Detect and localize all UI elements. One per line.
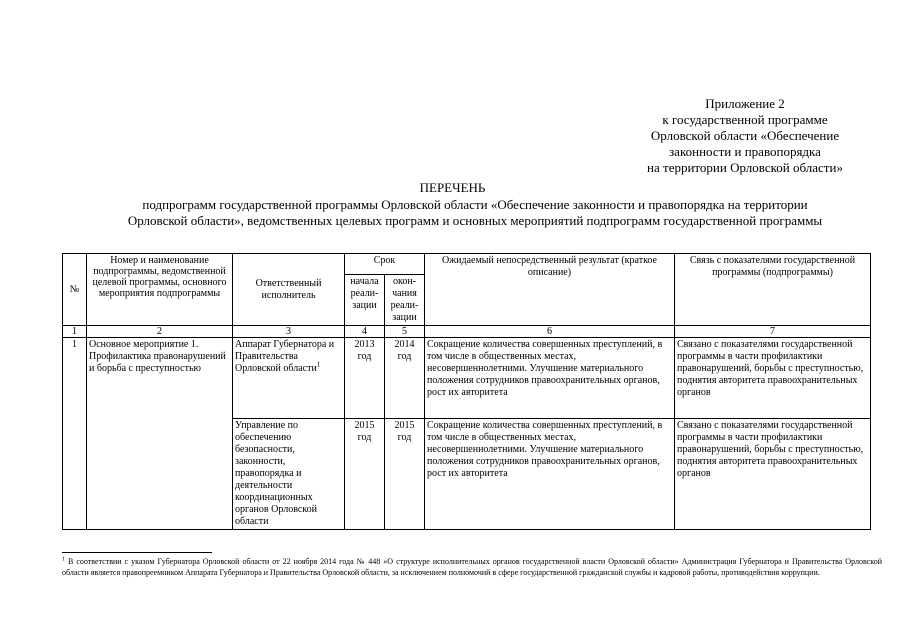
footnote-number: 1 [62,556,65,563]
row-start: 2013 год [345,338,385,419]
row-result: Сокращение количества совершенных преступлений, в том числе в общественных местах, несовершеннолетними. Улучшение материального положения сотрудников правоохранительных органов, рост их авторитета [425,419,675,530]
programs-table [62,253,871,530]
subtitle-line-2: Орловской области», ведомственных целевых программ и основных мероприятий подпрограмм государственной программы [127,213,823,228]
header-link: Связь с показателями государственной программы (подпрограммы) [675,254,871,326]
row-executor: Управление по обеспечению безопасности, законности, правопорядка и деятельности координационных органов Орловской области [233,419,345,530]
row-result: Сокращение количества совершенных преступлений, в том числе в общественных местах, несовершеннолетними. Улучшение материального положения сотрудников правоохранительных органов, рост их авторитета [425,338,675,419]
footnote-divider [62,552,212,553]
col-number-7: 7 [675,326,871,338]
header-term: Срок [345,254,425,275]
row-num: 1 [63,338,87,530]
document-title: ПЕРЕЧЕНЬ [419,180,486,195]
executor-text: Аппарат Губернатора и Правительства Орловской области [235,339,335,374]
header-num: № [63,254,87,326]
appendix-header [620,96,870,176]
row-end: 2015 год [385,419,425,530]
footnote [62,556,882,578]
col-number-3: 3 [233,326,345,338]
row-end: 2014 год [385,338,425,419]
row-start: 2015 год [345,419,385,530]
row-name: Основное мероприятие 1. Профилактика правонарушений и борьба с преступностью [87,338,233,530]
header-executor: Ответственный исполнитель [233,254,345,326]
col-number-1: 1 [63,326,87,338]
header-start: начала реали-зации [345,275,385,326]
col-number-6: 6 [425,326,675,338]
appendix-line-1: Приложение 2 [705,96,785,111]
footnote-mark: 1 [316,360,321,369]
appendix-line-3: Орловской области «Обеспечение [650,128,840,143]
col-number-5: 5 [385,326,425,338]
row-link: Связано с показателями государственной программы в части профилактики правонарушений, борьбы с преступностью, поднятия авторитета правоохранительных органов [675,338,871,419]
row-link: Связано с показателями государственной программы в части профилактики правонарушений, борьбы с преступностью, поднятия авторитета правоохранительных органов [675,419,871,530]
table-row [63,338,871,419]
document-subtitle [70,197,880,229]
header-result: Ожидаемый непосредственный результат (краткое описание) [425,254,675,326]
appendix-line-2: к государственной программе [662,112,828,127]
row-executor [233,338,345,419]
header-row-1 [63,254,871,275]
footnote-text: В соответствии с указом Губернатора Орловской области от 22 ноября 2014 года № 448 «О структуре исполнительных органов государственной власти Орловской области» Администрация Губернатора и Правительства Орловской области является правопреемником Аппарата Губернатора и Правительства Орловской области, за исключением полномочий в сфере государственной гражданской службы и кадровой работы, противодействия коррупции. [62,557,883,577]
header-name: Номер и наименование подпрограммы, ведомственной целевой программы, основного мероприятия подпрограммы [87,254,233,326]
appendix-line-4: законности и правопорядка [669,144,821,159]
appendix-line-5: на территории Орловской области» [647,160,843,175]
col-number-2: 2 [87,326,233,338]
col-number-4: 4 [345,326,385,338]
header-end: окон-чания реали-зации [385,275,425,326]
subtitle-line-1: подпрограмм государственной программы Орловской области «Обеспечение законности и правопорядка на территории [142,197,808,212]
column-number-row [63,326,871,338]
